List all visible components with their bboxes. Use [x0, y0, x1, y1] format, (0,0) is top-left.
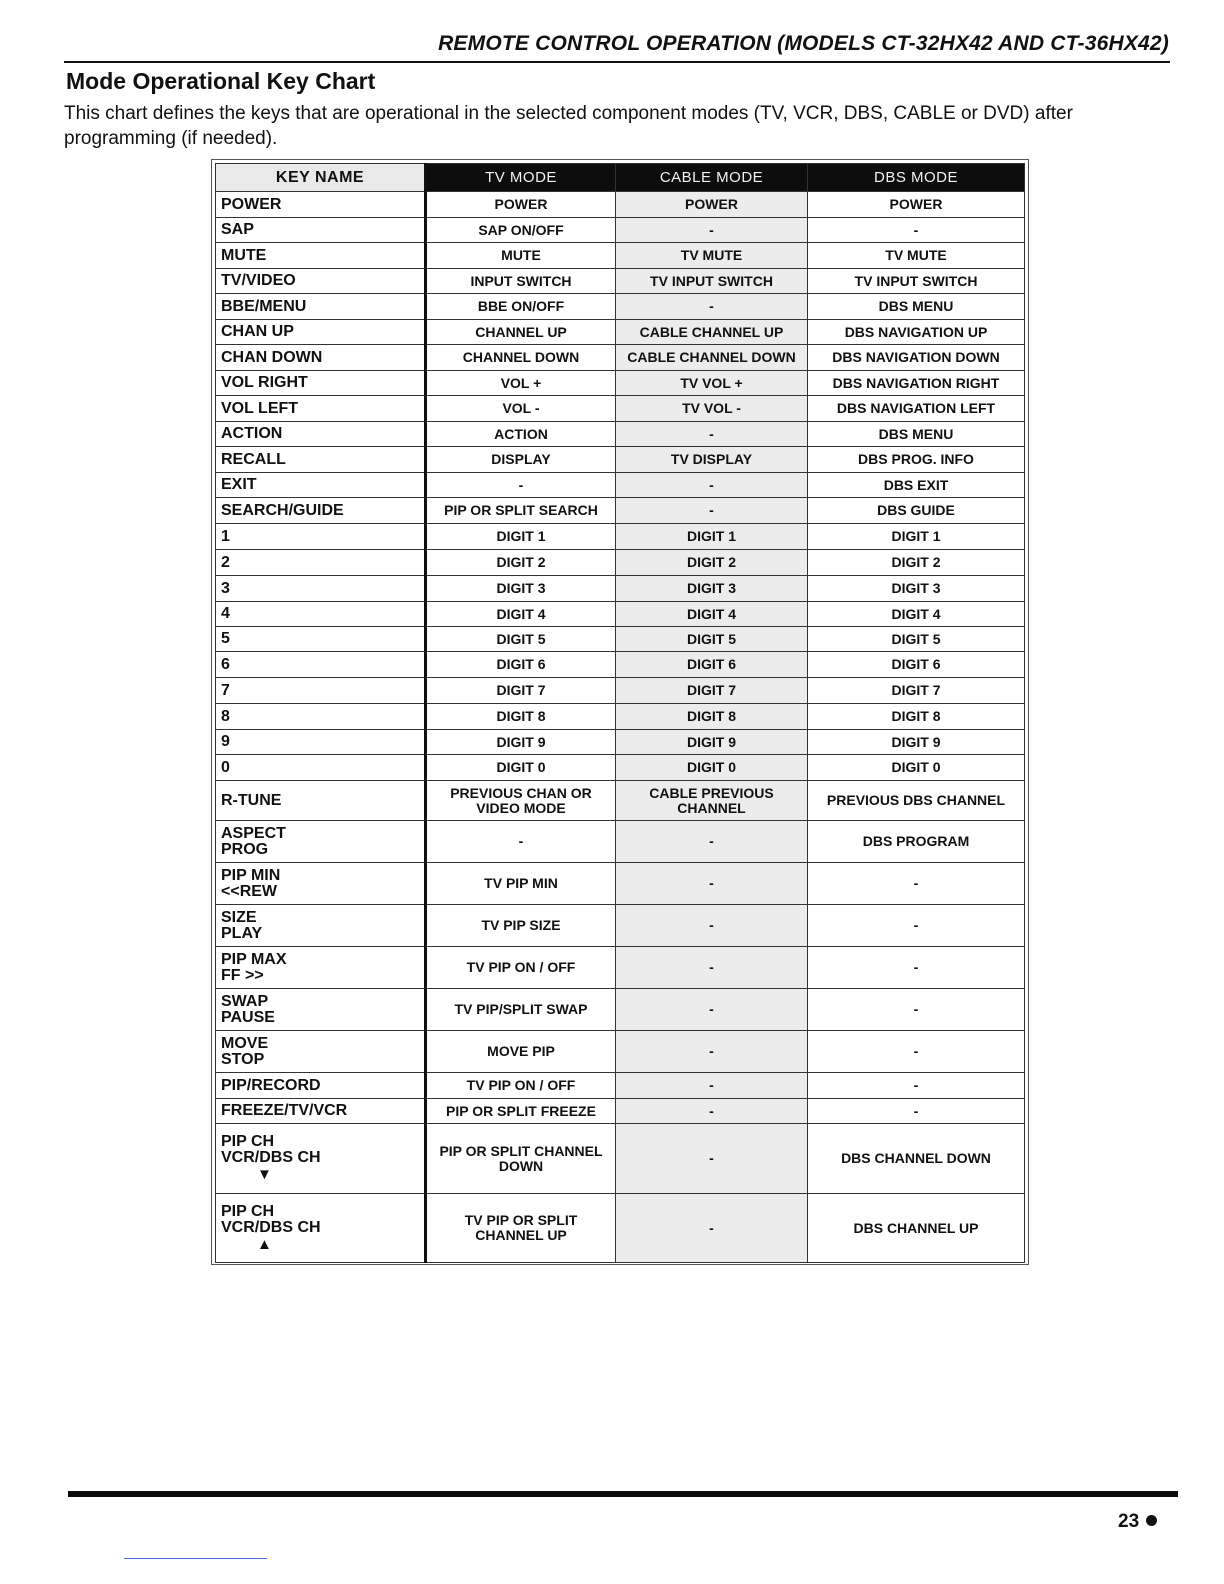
dbs-mode-cell: DBS CHANNEL UP — [808, 1194, 1025, 1263]
tv-mode-cell: TV PIP ON / OFF — [426, 1073, 616, 1099]
dbs-mode-cell: DBS NAVIGATION RIGHT — [808, 371, 1025, 396]
dbs-mode-cell: DIGIT 2 — [808, 550, 1025, 576]
key-name-cell — [216, 422, 426, 447]
tv-mode-cell: PIP OR SPLIT CHANNEL DOWN — [426, 1124, 616, 1194]
tv-mode-cell: DIGIT 9 — [426, 730, 616, 755]
key-name-line: 7 — [221, 681, 230, 699]
tv-mode-cell: TV PIP ON / OFF — [426, 947, 616, 989]
bullet-icon — [1146, 1515, 1157, 1526]
tv-mode-cell: DIGIT 5 — [426, 627, 616, 652]
intro-paragraph: This chart defines the keys that are operational in the selected component modes (TV, VCR, DBS, CABLE or DVD) after programming (if needed). — [64, 103, 1073, 149]
dbs-mode-cell: - — [808, 905, 1025, 947]
dbs-mode-cell: PREVIOUS DBS CHANNEL — [808, 781, 1025, 821]
cable-mode-cell: - — [616, 1031, 808, 1073]
key-name-cell — [216, 781, 426, 821]
key-name-cell — [216, 269, 426, 294]
dbs-mode-cell: DIGIT 9 — [808, 730, 1025, 755]
dbs-mode-cell: DBS NAVIGATION UP — [808, 320, 1025, 345]
dbs-mode-cell: DBS CHANNEL DOWN — [808, 1124, 1025, 1194]
tv-mode-cell: PIP OR SPLIT SEARCH — [426, 498, 616, 524]
table-row — [216, 755, 1025, 781]
table-header-row — [216, 164, 1025, 192]
dbs-mode-cell: DIGIT 6 — [808, 652, 1025, 678]
key-name-line: SAP — [221, 221, 254, 238]
key-name-line: PLAY — [221, 924, 263, 942]
key-name-cell — [216, 550, 426, 576]
tv-mode-cell: BBE ON/OFF — [426, 294, 616, 320]
table-row — [216, 1124, 1025, 1194]
table-row — [216, 678, 1025, 704]
table-row — [216, 602, 1025, 627]
key-name-line: 6 — [221, 655, 230, 673]
cable-mode-cell: - — [616, 1124, 808, 1194]
cable-mode-cell: DIGIT 0 — [616, 755, 808, 781]
table-row — [216, 821, 1025, 863]
cable-mode-cell: DIGIT 5 — [616, 627, 808, 652]
key-name-line: 0 — [221, 758, 230, 776]
key-name-cell — [216, 192, 426, 218]
section-title: Mode Operational Key Chart — [66, 68, 376, 94]
key-name-cell — [216, 218, 426, 243]
key-name-line: VOL RIGHT — [221, 374, 308, 391]
key-name-line: PIP CH — [221, 1133, 275, 1150]
cable-mode-cell: TV DISPLAY — [616, 447, 808, 473]
cable-mode-cell: DIGIT 9 — [616, 730, 808, 755]
key-name-line: CHAN DOWN — [221, 348, 323, 366]
dbs-mode-cell: DIGIT 0 — [808, 755, 1025, 781]
key-name-line: ACTION — [221, 425, 283, 442]
table-row — [216, 320, 1025, 345]
tv-mode-cell: VOL - — [426, 396, 616, 422]
tv-mode-cell: DIGIT 3 — [426, 576, 616, 602]
table-row — [216, 576, 1025, 602]
cable-mode-cell: TV VOL - — [616, 396, 808, 422]
cable-mode-cell: DIGIT 4 — [616, 602, 808, 627]
cable-mode-cell: - — [616, 498, 808, 524]
key-name-line: STOP — [221, 1050, 265, 1068]
key-name-line: EXIT — [221, 476, 257, 493]
tv-mode-cell: - — [426, 821, 616, 863]
tv-mode-cell: DIGIT 4 — [426, 602, 616, 627]
footer-link-underline — [124, 1558, 267, 1559]
key-name-line: RECALL — [221, 450, 286, 468]
table-row — [216, 192, 1025, 218]
key-name-line: FF >> — [221, 966, 264, 984]
tv-mode-cell: CHANNEL DOWN — [426, 345, 616, 371]
table-row — [216, 781, 1025, 821]
dbs-mode-cell: - — [808, 1073, 1025, 1099]
dbs-mode-cell: - — [808, 218, 1025, 243]
dbs-mode-cell: - — [808, 947, 1025, 989]
key-name-cell — [216, 602, 426, 627]
key-name-cell — [216, 704, 426, 730]
dbs-mode-cell: DIGIT 5 — [808, 627, 1025, 652]
header-cable-mode: CABLE MODE — [616, 164, 808, 192]
table-row — [216, 550, 1025, 576]
cable-mode-cell: DIGIT 1 — [616, 524, 808, 550]
key-name-cell — [216, 473, 426, 498]
header-key-name: KEY NAME — [216, 164, 426, 192]
key-name-cell — [216, 320, 426, 345]
table-row — [216, 1194, 1025, 1263]
dbs-mode-cell: - — [808, 989, 1025, 1031]
tv-mode-cell: DIGIT 6 — [426, 652, 616, 678]
key-name-line: 4 — [221, 605, 230, 622]
table-row — [216, 1073, 1025, 1099]
key-name-cell — [216, 576, 426, 602]
key-name-cell — [216, 1073, 426, 1099]
key-name-cell — [216, 371, 426, 396]
cable-mode-cell: - — [616, 821, 808, 863]
page-header-title: REMOTE CONTROL OPERATION (MODELS CT-32HX42 AND CT-36HX42) — [438, 32, 1169, 55]
cable-mode-cell: CABLE PREVIOUS CHANNEL — [616, 781, 808, 821]
cable-mode-cell: - — [616, 294, 808, 320]
key-name-cell — [216, 524, 426, 550]
header-tv-mode: TV MODE — [426, 164, 616, 192]
cable-mode-cell: TV INPUT SWITCH — [616, 269, 808, 294]
cable-mode-cell: - — [616, 905, 808, 947]
tv-mode-cell: PIP OR SPLIT FREEZE — [426, 1099, 616, 1124]
header-rule — [64, 61, 1170, 63]
dbs-mode-cell: DBS PROGRAM — [808, 821, 1025, 863]
key-name-line: PIP MAX — [221, 950, 287, 968]
key-name-cell — [216, 498, 426, 524]
triangle-down-icon: ▼ — [257, 1166, 272, 1183]
dbs-mode-cell: DBS NAVIGATION DOWN — [808, 345, 1025, 371]
tv-mode-cell: TV PIP MIN — [426, 863, 616, 905]
key-name-cell — [216, 1099, 426, 1124]
table-row — [216, 243, 1025, 269]
table-row — [216, 269, 1025, 294]
key-name-line: 9 — [221, 733, 230, 750]
key-name-line: BBE/MENU — [221, 297, 307, 315]
key-name-line: VOL LEFT — [221, 399, 299, 417]
table-row — [216, 863, 1025, 905]
key-name-cell — [216, 989, 426, 1031]
cable-mode-cell: DIGIT 7 — [616, 678, 808, 704]
key-name-cell — [216, 755, 426, 781]
table-row — [216, 473, 1025, 498]
key-name-line: <<REW — [221, 882, 278, 900]
key-name-line: PIP MIN — [221, 866, 281, 884]
dbs-mode-cell: DIGIT 1 — [808, 524, 1025, 550]
key-name-line: SWAP — [221, 992, 269, 1010]
dbs-mode-cell: - — [808, 1099, 1025, 1124]
tv-mode-cell: TV PIP/SPLIT SWAP — [426, 989, 616, 1031]
table-row — [216, 989, 1025, 1031]
tv-mode-cell: ACTION — [426, 422, 616, 447]
table-row — [216, 218, 1025, 243]
tv-mode-cell: DIGIT 0 — [426, 755, 616, 781]
dbs-mode-cell: TV INPUT SWITCH — [808, 269, 1025, 294]
triangle-up-icon: ▲ — [257, 1235, 272, 1253]
table-row — [216, 1099, 1025, 1124]
table-row — [216, 905, 1025, 947]
key-name-line: R-TUNE — [221, 791, 282, 809]
key-name-cell — [216, 1194, 426, 1263]
tv-mode-cell: DIGIT 7 — [426, 678, 616, 704]
page-number — [1118, 1511, 1157, 1533]
cable-mode-cell: TV MUTE — [616, 243, 808, 269]
tv-mode-cell: SAP ON/OFF — [426, 218, 616, 243]
key-name-cell — [216, 627, 426, 652]
tv-mode-cell: DISPLAY — [426, 447, 616, 473]
tv-mode-cell: MOVE PIP — [426, 1031, 616, 1073]
key-name-line: MOVE — [221, 1034, 269, 1052]
dbs-mode-cell: DBS MENU — [808, 294, 1025, 320]
key-name-line: VCR/DBS CH — [221, 1218, 321, 1236]
key-name-cell — [216, 863, 426, 905]
key-name-cell — [216, 730, 426, 755]
tv-mode-cell: POWER — [426, 192, 616, 218]
key-name-line: MUTE — [221, 246, 267, 264]
cable-mode-cell: TV VOL + — [616, 371, 808, 396]
key-name-line: POWER — [221, 195, 282, 213]
tv-mode-cell: DIGIT 1 — [426, 524, 616, 550]
key-name-line: 5 — [221, 630, 230, 647]
key-name-line: VCR/DBS CH — [221, 1149, 321, 1166]
table-row — [216, 704, 1025, 730]
table-row — [216, 652, 1025, 678]
key-name-line: FREEZE/TV/VCR — [221, 1102, 348, 1119]
cable-mode-cell: - — [616, 989, 808, 1031]
key-name-line: PAUSE — [221, 1008, 275, 1026]
cable-mode-cell: - — [616, 218, 808, 243]
dbs-mode-cell: DIGIT 8 — [808, 704, 1025, 730]
cable-mode-cell: CABLE CHANNEL DOWN — [616, 345, 808, 371]
dbs-mode-cell: DBS GUIDE — [808, 498, 1025, 524]
table-row — [216, 627, 1025, 652]
key-name-cell — [216, 905, 426, 947]
table-row — [216, 422, 1025, 447]
key-name-cell — [216, 447, 426, 473]
cable-mode-cell: DIGIT 3 — [616, 576, 808, 602]
dbs-mode-cell: DIGIT 4 — [808, 602, 1025, 627]
cable-mode-cell: - — [616, 947, 808, 989]
cable-mode-cell: DIGIT 6 — [616, 652, 808, 678]
tv-mode-cell: INPUT SWITCH — [426, 269, 616, 294]
key-name-cell — [216, 678, 426, 704]
table-row — [216, 498, 1025, 524]
key-name-line: PROG — [221, 840, 269, 858]
key-name-cell — [216, 243, 426, 269]
key-name-line: 8 — [221, 707, 230, 725]
dbs-mode-cell: POWER — [808, 192, 1025, 218]
page-number-text: 23 — [1118, 1511, 1140, 1532]
key-name-line: SIZE — [221, 908, 257, 926]
tv-mode-cell: DIGIT 2 — [426, 550, 616, 576]
footer-rule — [68, 1491, 1178, 1497]
tv-mode-cell: MUTE — [426, 243, 616, 269]
tv-mode-cell: DIGIT 8 — [426, 704, 616, 730]
cable-mode-cell: - — [616, 863, 808, 905]
dbs-mode-cell: - — [808, 1031, 1025, 1073]
table-row — [216, 345, 1025, 371]
cable-mode-cell: - — [616, 473, 808, 498]
table-row — [216, 524, 1025, 550]
tv-mode-cell: CHANNEL UP — [426, 320, 616, 345]
key-name-cell — [216, 652, 426, 678]
key-name-cell — [216, 947, 426, 989]
cable-mode-cell: DIGIT 2 — [616, 550, 808, 576]
cable-mode-cell: - — [616, 422, 808, 447]
key-name-line: 1 — [221, 527, 230, 545]
key-name-line: ASPECT — [221, 824, 286, 842]
key-chart-table — [215, 163, 1025, 1263]
dbs-mode-cell: DBS MENU — [808, 422, 1025, 447]
key-name-cell — [216, 294, 426, 320]
key-name-line: 3 — [221, 579, 230, 597]
dbs-mode-cell: DBS PROG. INFO — [808, 447, 1025, 473]
key-name-line: 2 — [221, 553, 230, 571]
key-name-cell — [216, 345, 426, 371]
tv-mode-cell: PREVIOUS CHAN OR VIDEO MODE — [426, 781, 616, 821]
table-row — [216, 1031, 1025, 1073]
key-name-line: PIP CH — [221, 1202, 275, 1220]
cable-mode-cell: CABLE CHANNEL UP — [616, 320, 808, 345]
dbs-mode-cell: - — [808, 863, 1025, 905]
key-name-cell — [216, 396, 426, 422]
cable-mode-cell: - — [616, 1194, 808, 1263]
table-row — [216, 730, 1025, 755]
header-dbs-mode: DBS MODE — [808, 164, 1025, 192]
tv-mode-cell: VOL + — [426, 371, 616, 396]
table-body — [216, 192, 1025, 1263]
tv-mode-cell: TV PIP SIZE — [426, 905, 616, 947]
key-name-line: SEARCH/GUIDE — [221, 501, 344, 519]
dbs-mode-cell: DIGIT 7 — [808, 678, 1025, 704]
cable-mode-cell: - — [616, 1073, 808, 1099]
table-row — [216, 396, 1025, 422]
key-name-line: CHAN UP — [221, 323, 294, 340]
tv-mode-cell: - — [426, 473, 616, 498]
key-name-line: TV/VIDEO — [221, 272, 296, 289]
table-row — [216, 294, 1025, 320]
dbs-mode-cell: DBS EXIT — [808, 473, 1025, 498]
tv-mode-cell: TV PIP OR SPLIT CHANNEL UP — [426, 1194, 616, 1263]
table-row — [216, 447, 1025, 473]
key-name-cell — [216, 1031, 426, 1073]
table-row — [216, 947, 1025, 989]
key-name-cell — [216, 821, 426, 863]
dbs-mode-cell: TV MUTE — [808, 243, 1025, 269]
cable-mode-cell: - — [616, 1099, 808, 1124]
dbs-mode-cell: DIGIT 3 — [808, 576, 1025, 602]
key-name-cell — [216, 1124, 426, 1194]
key-name-line: PIP/RECORD — [221, 1076, 321, 1094]
dbs-mode-cell: DBS NAVIGATION LEFT — [808, 396, 1025, 422]
table-row — [216, 371, 1025, 396]
cable-mode-cell: DIGIT 8 — [616, 704, 808, 730]
cable-mode-cell: POWER — [616, 192, 808, 218]
